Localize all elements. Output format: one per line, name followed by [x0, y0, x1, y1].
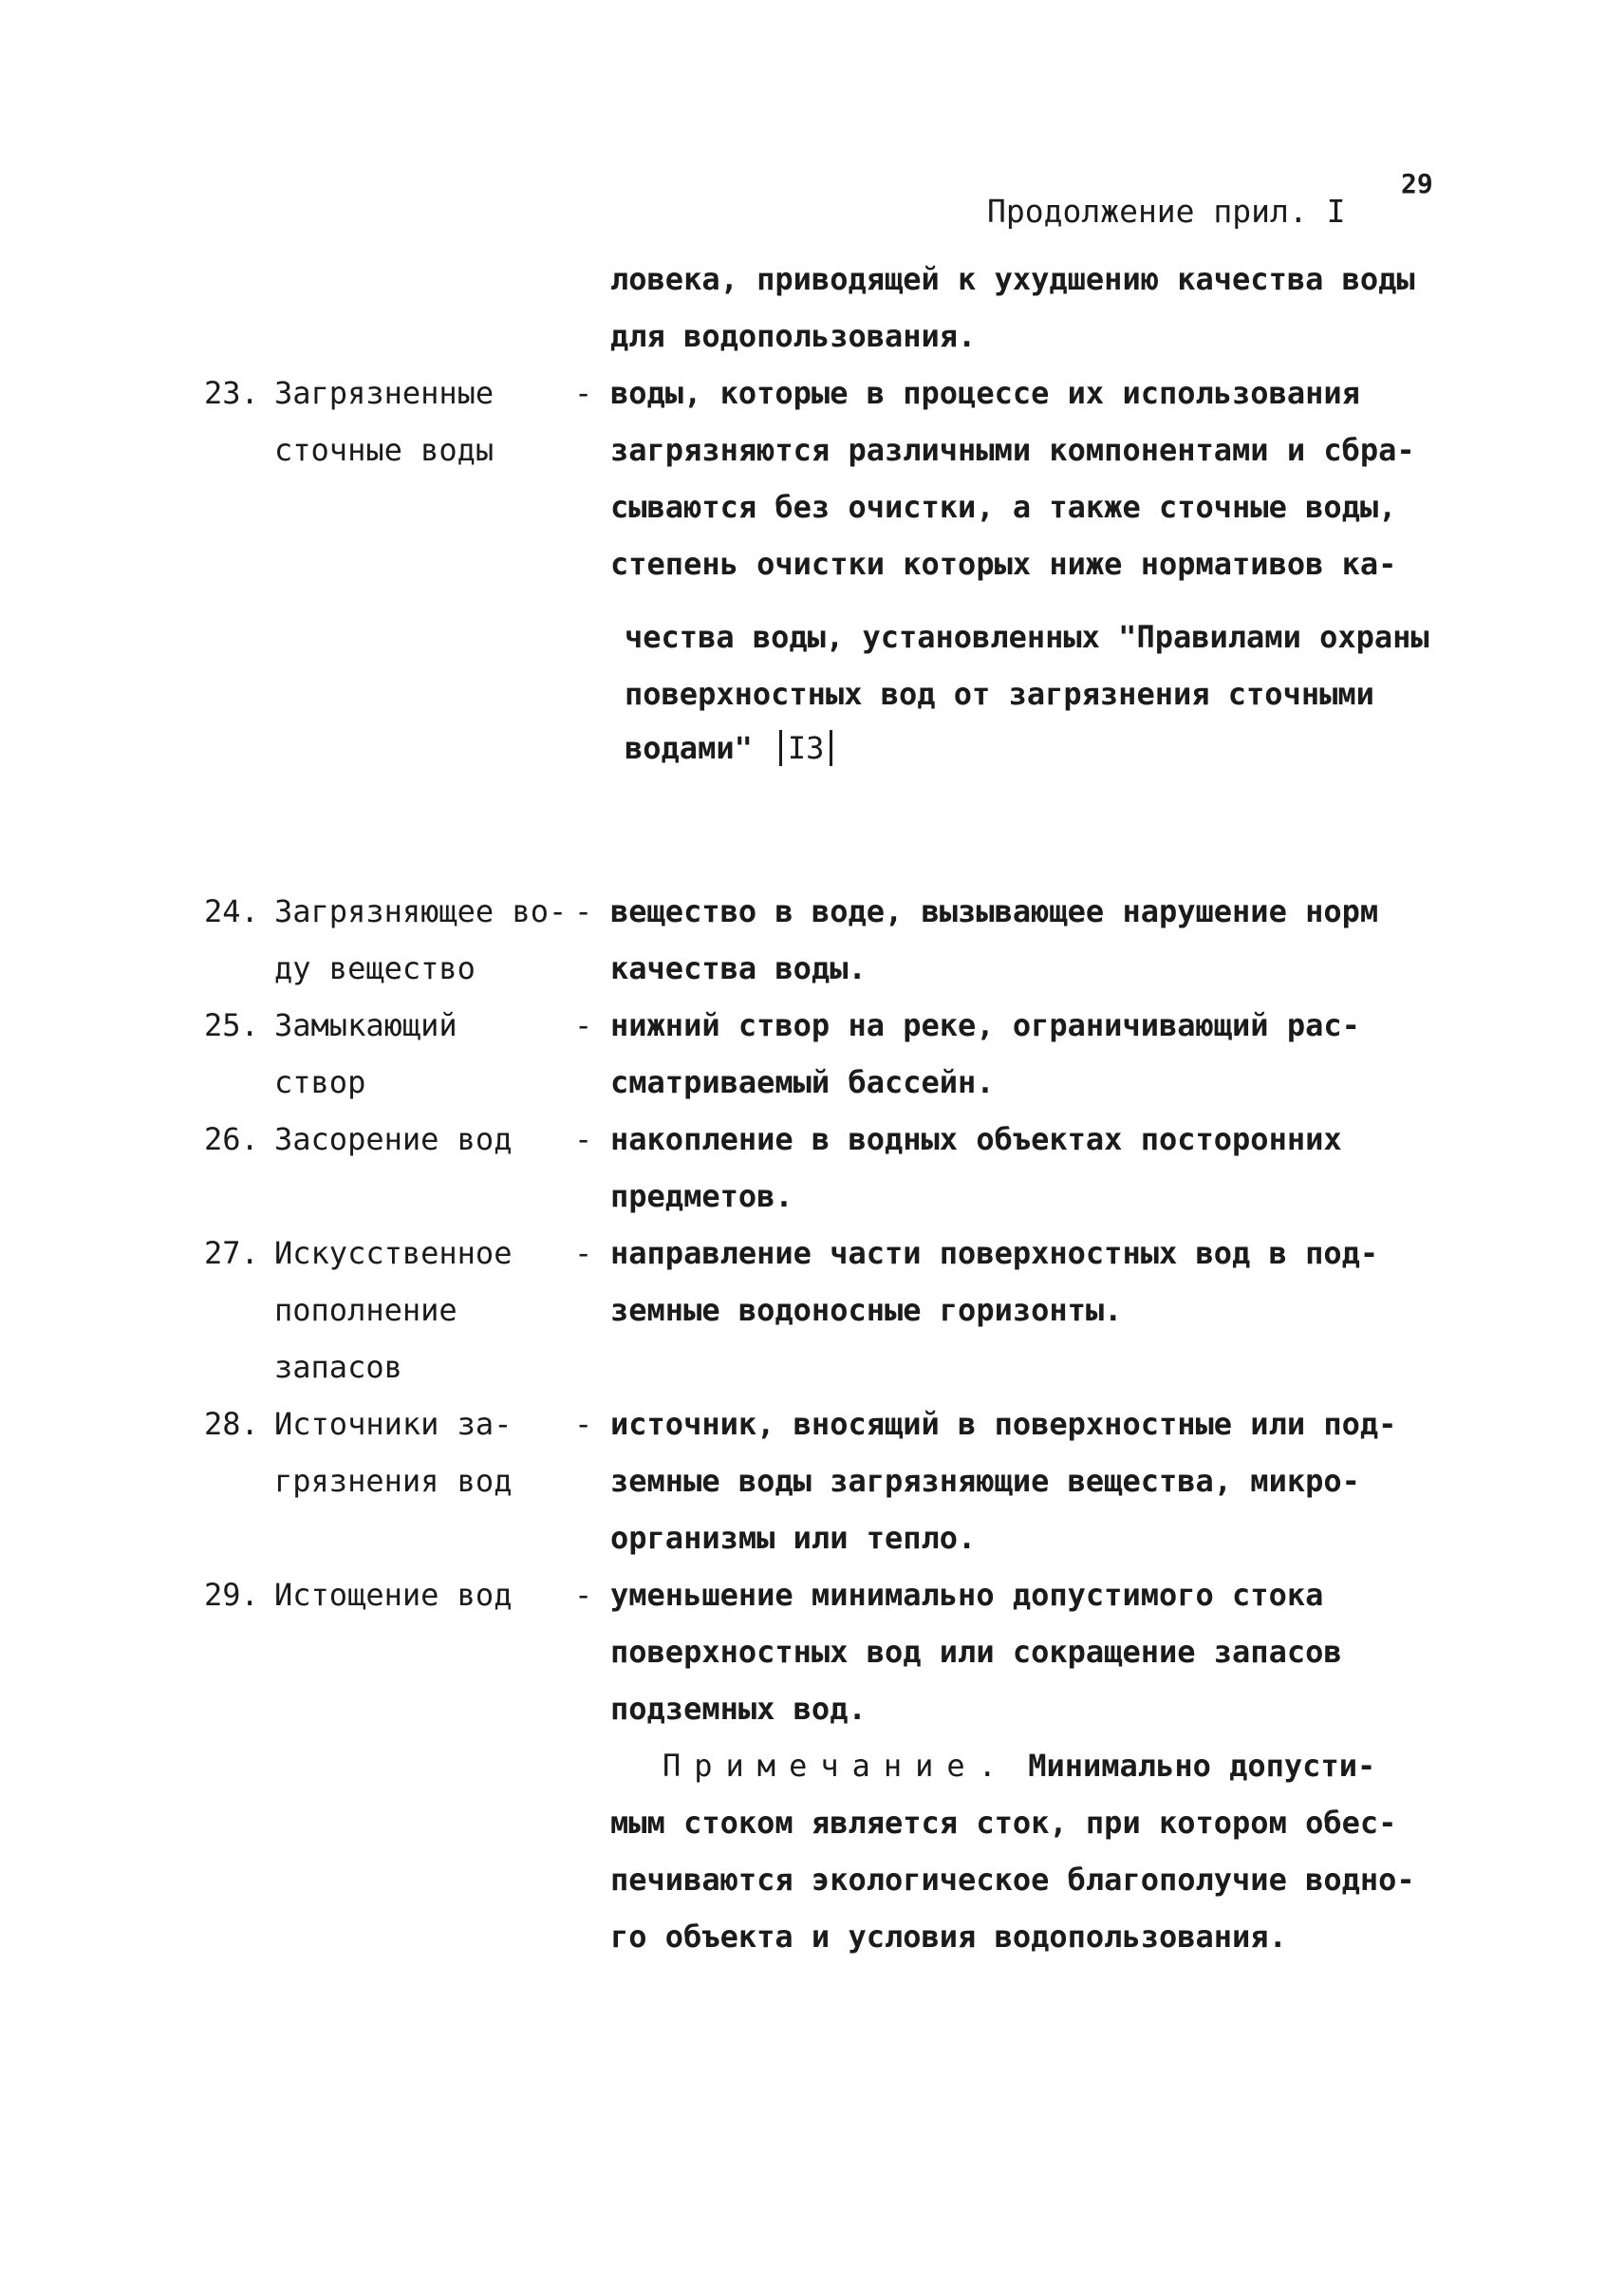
entry-term-line: Засорение вод	[274, 1121, 513, 1157]
entry-term-line: ду вещество	[274, 950, 476, 986]
note-first-line	[663, 1748, 1376, 1784]
definition-line: сматриваемый бассейн.	[610, 1064, 995, 1100]
entry-dash: -	[574, 1235, 593, 1271]
entry-term-line: пополнение	[274, 1292, 457, 1328]
definition-line: организмы или тепло.	[610, 1520, 977, 1556]
entry-term-line: Истощение вод	[274, 1577, 513, 1613]
entry-dash: -	[574, 1577, 593, 1613]
definition-line: качества воды.	[610, 950, 867, 986]
entry-number: 27.	[204, 1235, 259, 1271]
entry-dash: -	[574, 1121, 593, 1157]
entry-term-line: Замыкающий	[274, 1007, 457, 1043]
entry-term-line: створ	[274, 1064, 366, 1100]
entry-term-line: сточные воды	[274, 432, 495, 468]
entry-dash: -	[574, 1007, 593, 1043]
reference-bracket: I3	[779, 730, 833, 766]
definition-line: подземных вод.	[610, 1691, 867, 1727]
entry-number: 26.	[204, 1121, 259, 1157]
entry-number: 29.	[204, 1577, 259, 1613]
definition-line: земные воды загрязняющие вещества, микро-	[610, 1463, 1360, 1499]
note-line: го объекта и условия водопользования.	[610, 1919, 1287, 1955]
note-line: мым стоком является сток, при котором обес-	[610, 1805, 1397, 1841]
entry-number: 23.	[204, 375, 259, 411]
note-label: Примечание.	[663, 1748, 1010, 1784]
entry-term-line: грязнения вод	[274, 1463, 513, 1499]
entry-term-line: Загрязняющее во-	[274, 893, 568, 929]
definition-line: предметов.	[610, 1178, 793, 1214]
entry-number: 24.	[204, 893, 259, 929]
entry-number: 28.	[204, 1406, 259, 1442]
entry-number: 25.	[204, 1007, 259, 1043]
definition-line: поверхностных вод или сокращение запасов	[610, 1634, 1342, 1670]
entry-dash: -	[574, 1406, 593, 1442]
definition-last-line	[625, 730, 832, 766]
entry-term-line: Искусственное	[274, 1235, 513, 1271]
continuation-line: для водопользования.	[610, 318, 977, 354]
continuation-line: ловека, приводящей к ухудшению качества воды	[610, 261, 1415, 297]
page-number: 29	[1401, 168, 1433, 199]
definition-line: уменьшение минимально допустимого стока	[610, 1577, 1324, 1613]
definition-line: степень очистки которых ниже нормативов ка-	[610, 546, 1397, 582]
definition-line: направление части поверхностных вод в под-	[610, 1235, 1379, 1271]
note-text: Минимально допусти-	[1028, 1748, 1376, 1784]
entry-dash: -	[574, 893, 593, 929]
note-line: печиваются экологическое благополучие водно-	[610, 1862, 1415, 1898]
definition-line: накопление в водных объектах посторонних	[610, 1121, 1342, 1157]
definition-line: чества воды, установленных "Правилами охраны	[625, 619, 1429, 655]
entry-dash: -	[574, 375, 593, 411]
definition-line: источник, вносящий в поверхностные или под-	[610, 1406, 1397, 1442]
entry-term-line: запасов	[274, 1349, 402, 1385]
definition-line: воды, которые в процессе их использования	[610, 375, 1360, 411]
page-header: Продолжение прил. I	[987, 193, 1346, 230]
definition-line: сываются без очистки, а также сточные воды,	[610, 489, 1397, 525]
definition-line: земные водоносные горизонты.	[610, 1292, 1123, 1328]
definition-line: загрязняются различными компонентами и сбра-	[610, 432, 1415, 468]
definition-text: водами"	[625, 730, 753, 766]
definition-line: поверхностных вод от загрязнения сточными	[625, 676, 1374, 712]
definition-line: вещество в воде, вызывающее нарушение норм	[610, 893, 1379, 929]
definition-line: нижний створ на реке, ограничивающий рас-	[610, 1007, 1360, 1043]
entry-term-line: Загрязненные	[274, 375, 495, 411]
entry-term-line: Источники за-	[274, 1406, 513, 1442]
